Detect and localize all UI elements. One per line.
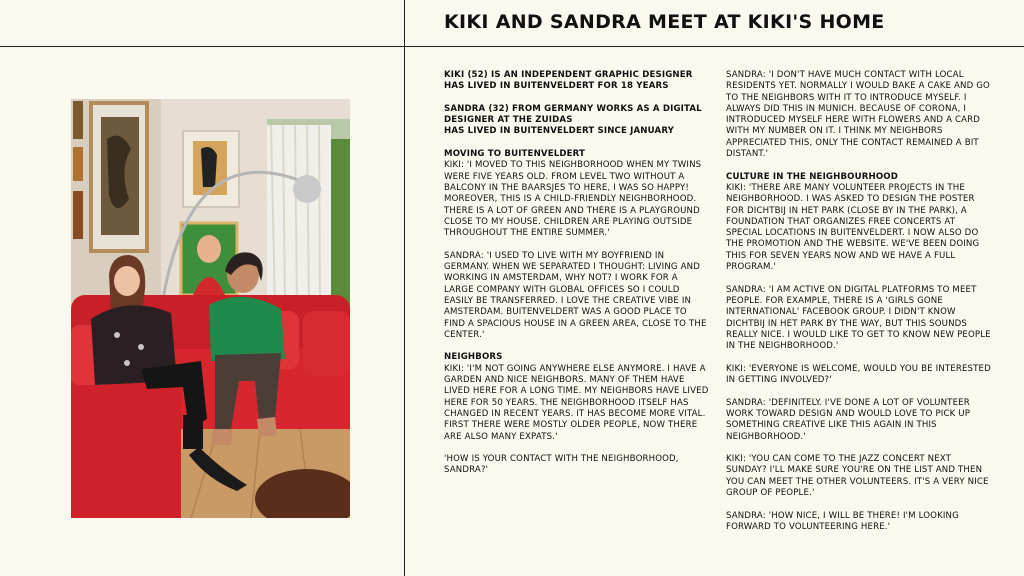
- sandra-definitely-text: SANDRA: 'DEFINITELY. I'VE DONE A LOT OF VOLUNTEER WORK TOWARD DESIGN AND WOULD LOVE TO PICK UP SOMETHING CREATIVE LIKE THIS AGAIN IN THIS NEIGHBORHOOD.': [726, 397, 971, 442]
- photo-illustration: [71, 99, 350, 518]
- sandra-intro-line1: SANDRA (32) FROM GERMANY WORKS AS A DIGITAL DESIGNER AT THE ZUIDAS: [444, 103, 702, 126]
- moving-section: [444, 149, 710, 239]
- heading-culture: CULTURE IN THE NEIGHBOURHOOD: [726, 171, 899, 182]
- kiki-moving-text: KIKI: 'I MOVED TO THIS NEIGHBORHOOD WHEN MY TWINS WERE FIVE YEARS OLD. FROM LEVEL TWO WITHOUT A BALCONY IN THE BAARSJES TO HERE, I WAS SO HAPPY! MOREOVER, THIS IS A CHILD-FRIENDLY NEIGHBORHOOD. THERE IS A LOT OF GREEN AND THERE IS A PLAYGROUND CLOSE TO MY HOUSE. CHILDREN ARE PLAYING OUTSIDE THROUGHOUT THE ENTIRE SUMMER.': [444, 160, 702, 239]
- right-text-column: [726, 70, 992, 544]
- culture-section: [726, 172, 992, 274]
- column-divider: [404, 0, 405, 576]
- left-text-column: [444, 70, 710, 488]
- kiki-intro: [444, 70, 710, 93]
- kiki-welcome-text: KIKI: 'EVERYONE IS WELCOME, WOULD YOU BE INTERESTED IN GETTING INVOLVED?': [726, 363, 991, 386]
- header-divider: [0, 46, 1024, 47]
- kiki-neighbors-text: KIKI: 'I'M NOT GOING ANYWHERE ELSE ANYMORE. I HAVE A GARDEN AND NICE NEIGHBORS. MANY OF THEM HAVE LIVED HERE FOR A LONG TIME. MY NEIGHBORS HAVE LIVED HERE FOR 50 YEARS. THE NEIGHBORHOOD ITSELF HAS CHANGED IN RECENT YEARS. IT HAS BECOME MORE VITAL. FIRST THERE WERE MOSTLY OLDER PEOPLE, NOW THERE ARE ALSO MANY EXPATS.': [444, 363, 709, 442]
- portrait-photo: [71, 99, 350, 518]
- sandra-nice-text: SANDRA: 'HOW NICE, I WILL BE THERE! I'M LOOKING FORWARD TO VOLUNTEERING HERE.': [726, 510, 959, 532]
- page-title: KIKI AND SANDRA MEET AT KIKI'S HOME: [444, 11, 885, 33]
- sandra-digital-text: SANDRA: 'I AM ACTIVE ON DIGITAL PLATFORMS TO MEET PEOPLE. FOR EXAMPLE, THERE IS A 'GIRLS GONE INTERNATIONAL' FACEBOOK GROUP. I DIDN'T KNOW DICHTBIJ IN HET PARK BY THE WAY, BUT THIS SOUNDS REALLY NICE. I WOULD LIKE TO GET TO KNOW NEW PEOPLE IN THE NEIGHBORHOOD.': [726, 284, 991, 352]
- kiki-culture-text: KIKI: 'THERE ARE MANY VOLUNTEER PROJECTS IN THE NEIGHBORHOOD. I WAS ASKED TO DESIGN THE POSTER FOR DICHTBIJ IN HET PARK (CLOSE BY IN THE PARK), A FOUNDATION THAT ORGANIZES FREE CONCERTS AT SPECIAL LOCATIONS IN BUITENVELDERT. I NOW ALSO DO THE PROMOTION AND THE WEBSITE. WE'VE BEEN DOING THIS FOR SEVEN YEARS NOW AND WE HAVE A FULL PROGRAM.': [726, 182, 980, 273]
- neighbors-section: [444, 352, 710, 442]
- kiki-intro-line1: KIKI (52) IS AN INDEPENDENT GRAPHIC DESIGNER: [444, 70, 693, 80]
- kiki-intro-line2: HAS LIVED IN BUITENVELDERT FOR 18 YEARS: [444, 81, 669, 92]
- sandra-intro-line2: HAS LIVED IN BUITENVELDERT SINCE JANUARY: [444, 126, 674, 137]
- sandra-contact-text: SANDRA: 'I DON'T HAVE MUCH CONTACT WITH LOCAL RESIDENTS YET. NORMALLY I WOULD BAKE A CAKE AND GO TO THE NEIGHBORS WITH IT TO INTRODUCE MYSELF. I ALWAYS DID THIS IN MUNICH. BECAUSE OF CORONA, I INTRODUCED MYSELF HERE WITH FLOWERS AND A CARD WITH MY NUMBER ON IT. I THINK MY NEIGHBORS APPRECIATED THIS, ONLY THE CONTACT REMAINED A BIT DISTANT.': [726, 70, 990, 160]
- kiki-jazz-text: KIKI: 'YOU CAN COME TO THE JAZZ CONCERT NEXT SUNDAY? I'LL MAKE SURE YOU'RE ON THE LIST AND THEN YOU CAN MEET THE OTHER VOLUNTEERS. IT'S A VERY NICE GROUP OF PEOPLE.': [726, 454, 989, 498]
- sandra-intro: [444, 104, 710, 138]
- heading-neighbors: NEIGHBORS: [444, 352, 503, 363]
- sandra-moving-text: SANDRA: 'I USED TO LIVE WITH MY BOYFRIEND IN GERMANY. WHEN WE SEPARATED I THOUGHT: LIVING AND WORKING IN AMSTERDAM, WHY NOT? I WORK FOR A LARGE COMPANY WITH GLOBAL OFFICES SO I COULD EASILY BE TRANSFERRED. I LOVE THE CREATIVE VIBE IN AMSTERDAM. BUITENVELDERT WAS A GOOD PLACE TO FIND A SPACIOUS HOUSE IN A GREEN AREA, CLOSE TO THE CENTER.': [444, 250, 707, 340]
- heading-moving: MOVING TO BUITENVELDERT: [444, 149, 586, 160]
- question-text: 'HOW IS YOUR CONTACT WITH THE NEIGHBORHOOD, SANDRA?': [444, 454, 679, 476]
